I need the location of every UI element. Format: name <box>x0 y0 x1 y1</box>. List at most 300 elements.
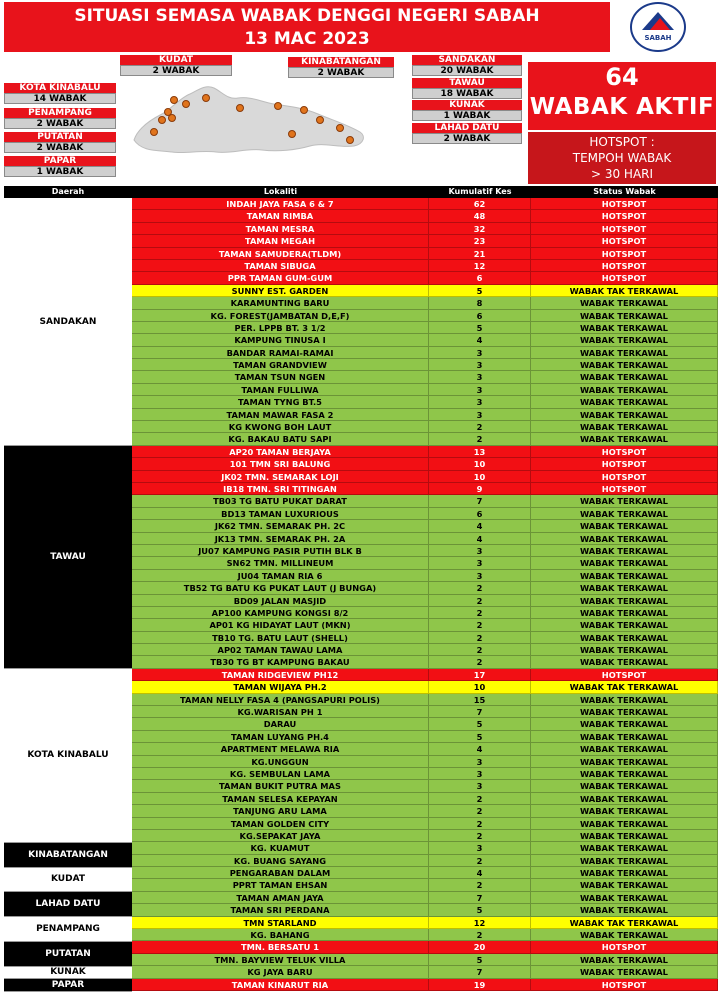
locality-cell: AP02 TAMAN TAWAU LAMA <box>132 644 429 656</box>
status-cell: HOTSPOT <box>531 979 718 991</box>
table-row <box>132 793 718 805</box>
case-count-cell: 3 <box>429 347 531 359</box>
case-count-cell: 15 <box>429 694 531 706</box>
outbreak-marker <box>317 117 324 124</box>
table-row <box>132 272 718 284</box>
locality-cell: TAMAN SELESA KEPAYAN <box>132 793 429 805</box>
district-cell: KUDAT <box>4 868 132 893</box>
outbreak-marker <box>347 137 354 144</box>
status-cell: WABAK TERKAWAL <box>531 619 718 631</box>
flame-icon <box>650 18 670 30</box>
table-row <box>132 656 718 668</box>
district-cell: PUTATAN <box>4 942 132 967</box>
locality-cell: TB10 TG. BATU LAUT (SHELL) <box>132 632 429 644</box>
status-cell: WABAK TERKAWAL <box>531 595 718 607</box>
table-row <box>132 570 718 582</box>
status-cell: WABAK TERKAWAL <box>531 780 718 792</box>
case-count-cell: 2 <box>429 595 531 607</box>
outbreak-marker <box>203 95 210 102</box>
case-count-cell: 62 <box>429 198 531 210</box>
status-cell: WABAK TERKAWAL <box>531 830 718 842</box>
status-cell: WABAK TERKAWAL <box>531 495 718 507</box>
table-row <box>132 495 718 507</box>
case-count-cell: 10 <box>429 458 531 470</box>
table-row <box>132 966 718 978</box>
title-date: 13 MAC 2023 <box>244 29 370 49</box>
locality-cell: TAMAN SIBUGA <box>132 260 429 272</box>
label-name: PAPAR <box>4 156 116 166</box>
status-cell: WABAK TERKAWAL <box>531 310 718 322</box>
locality-cell: TANJUNG ARU LAMA <box>132 805 429 817</box>
district-cell: TAWAU <box>4 446 132 669</box>
case-count-cell: 3 <box>429 570 531 582</box>
table-row <box>132 879 718 891</box>
label-kota-kinabalu <box>4 83 116 105</box>
locality-cell: KG. KUAMUT <box>132 842 429 854</box>
locality-cell: KG.WARISAN PH 1 <box>132 706 429 718</box>
label-putatan <box>4 132 116 154</box>
district-cell: PAPAR <box>4 979 132 991</box>
table-row <box>132 743 718 755</box>
label-lahad-datu <box>412 123 522 145</box>
table-row <box>132 235 718 247</box>
case-count-cell: 2 <box>429 632 531 644</box>
label-value: 2 WABAK <box>120 65 232 76</box>
table-row <box>132 805 718 817</box>
locality-cell: TAMAN FULLIWA <box>132 384 429 396</box>
case-count-cell: 5 <box>429 731 531 743</box>
status-cell: HOTSPOT <box>531 235 718 247</box>
case-count-cell: 3 <box>429 780 531 792</box>
status-cell: WABAK TERKAWAL <box>531 371 718 383</box>
case-count-cell: 6 <box>429 508 531 520</box>
locality-cell: TAMAN KINARUT RIA <box>132 979 429 991</box>
status-cell: HOTSPOT <box>531 248 718 260</box>
label-name: PENAMPANG <box>4 108 116 118</box>
outbreak-marker <box>169 115 176 122</box>
case-count-cell: 2 <box>429 793 531 805</box>
table-row <box>132 508 718 520</box>
hotspot-legend <box>528 132 716 184</box>
case-count-cell: 21 <box>429 248 531 260</box>
label-penampang <box>4 108 116 130</box>
table-row <box>132 929 718 941</box>
label-papar <box>4 156 116 178</box>
locality-cell: TAMAN LUYANG PH.4 <box>132 731 429 743</box>
table-row <box>132 260 718 272</box>
case-count-cell: 3 <box>429 545 531 557</box>
table-row <box>132 892 718 904</box>
table-row <box>132 347 718 359</box>
table-row <box>132 818 718 830</box>
status-cell: HOTSPOT <box>531 458 718 470</box>
locality-cell: KG. FOREST(JAMBATAN D,E,F) <box>132 310 429 322</box>
outbreak-marker <box>275 103 282 110</box>
case-count-cell: 10 <box>429 471 531 483</box>
active-outbreak-label: WABAK AKTIF <box>529 94 715 120</box>
table-row <box>132 223 718 235</box>
table-row <box>132 842 718 854</box>
table-row <box>132 694 718 706</box>
table-row <box>132 681 718 693</box>
label-tawau <box>412 78 522 100</box>
header <box>0 0 720 186</box>
locality-cell: KARAMUNTING BARU <box>132 297 429 309</box>
locality-cell: AP100 KAMPUNG KONGSI 8/2 <box>132 607 429 619</box>
locality-cell: JK62 TMN. SEMARAK PH. 2C <box>132 520 429 532</box>
table-row <box>132 979 718 991</box>
label-value: 2 WABAK <box>288 67 394 78</box>
status-cell: WABAK TERKAWAL <box>531 607 718 619</box>
status-cell: HOTSPOT <box>531 198 718 210</box>
table-row <box>132 545 718 557</box>
locality-cell: TAMAN AMAN JAYA <box>132 892 429 904</box>
locality-cell: TAMAN TYNG BT.5 <box>132 396 429 408</box>
case-count-cell: 3 <box>429 409 531 421</box>
locality-cell: AP01 KG HIDAYAT LAUT (MKN) <box>132 619 429 631</box>
locality-cell: PPRT TAMAN EHSAN <box>132 879 429 891</box>
status-cell: WABAK TERKAWAL <box>531 347 718 359</box>
hotspot-legend-line: > 30 HARI <box>590 167 654 181</box>
case-count-cell: 3 <box>429 359 531 371</box>
table-row <box>132 483 718 495</box>
locality-cell: JK13 TMN. SEMARAK PH. 2A <box>132 533 429 545</box>
locality-cell: KG. SEMBULAN LAMA <box>132 768 429 780</box>
case-count-cell: 3 <box>429 842 531 854</box>
table-row <box>132 471 718 483</box>
case-count-cell: 4 <box>429 520 531 532</box>
sabah-logo <box>630 2 686 52</box>
locality-cell: PENGARABAN DALAM <box>132 867 429 879</box>
header-lokaliti: Lokaliti <box>263 187 298 196</box>
case-count-cell: 2 <box>429 582 531 594</box>
status-cell: WABAK TERKAWAL <box>531 706 718 718</box>
case-count-cell: 5 <box>429 718 531 730</box>
locality-cell: TAMAN SAMUDERA(TLDM) <box>132 248 429 260</box>
label-name: PUTATAN <box>4 132 116 142</box>
table-row <box>132 582 718 594</box>
table-row <box>132 941 718 953</box>
label-value: 2 WABAK <box>412 133 522 144</box>
table-row <box>132 310 718 322</box>
table-row <box>132 297 718 309</box>
table-row <box>132 334 718 346</box>
title-line-1: SITUASI SEMASA WABAK DENGGI NEGERI SABAH <box>74 6 540 26</box>
label-value: 2 WABAK <box>4 118 116 129</box>
case-count-cell: 4 <box>429 533 531 545</box>
case-count-cell: 2 <box>429 421 531 433</box>
locality-cell: SUNNY EST. GARDEN <box>132 285 429 297</box>
locality-cell: KG.UNGGUN <box>132 756 429 768</box>
locality-cell: TAMAN RIMBA <box>132 210 429 222</box>
status-cell: WABAK TERKAWAL <box>531 632 718 644</box>
case-count-cell: 3 <box>429 396 531 408</box>
case-count-cell: 3 <box>429 384 531 396</box>
case-count-cell: 5 <box>429 904 531 916</box>
locality-cell: PER. LPPB BT. 3 1/2 <box>132 322 429 334</box>
locality-cell: JU04 TAMAN RIA 6 <box>132 570 429 582</box>
status-cell: WABAK TERKAWAL <box>531 557 718 569</box>
locality-cell: BD13 TAMAN LUXURIOUS <box>132 508 429 520</box>
status-cell: HOTSPOT <box>531 446 718 458</box>
case-count-cell: 6 <box>429 310 531 322</box>
label-name: KUDAT <box>120 55 232 65</box>
locality-cell: KG. BAKAU BATU SAPI <box>132 433 429 445</box>
label-value: 1 WABAK <box>412 110 522 121</box>
table-row <box>132 619 718 631</box>
district-cell: SANDAKAN <box>4 198 132 446</box>
status-cell: WABAK TERKAWAL <box>531 656 718 668</box>
table-row <box>132 718 718 730</box>
locality-cell: TAMAN GOLDEN CITY <box>132 818 429 830</box>
label-kudat <box>120 55 232 77</box>
locality-cell: DARAU <box>132 718 429 730</box>
label-sandakan <box>412 55 522 77</box>
locality-cell: TB52 TG BATU KG PUKAT LAUT (J BUNGA) <box>132 582 429 594</box>
case-count-cell: 2 <box>429 656 531 668</box>
table-row <box>132 830 718 842</box>
status-cell: WABAK TERKAWAL <box>531 334 718 346</box>
table-row <box>132 954 718 966</box>
outbreak-marker <box>237 105 244 112</box>
status-cell: WABAK TAK TERKAWAL <box>531 285 718 297</box>
status-cell: WABAK TERKAWAL <box>531 818 718 830</box>
table-row <box>132 322 718 334</box>
locality-cell: TMN. BAYVIEW TELUK VILLA <box>132 954 429 966</box>
district-cell: KINABATANGAN <box>4 843 132 868</box>
case-count-cell: 2 <box>429 619 531 631</box>
status-cell: HOTSPOT <box>531 210 718 222</box>
table-row <box>132 248 718 260</box>
label-name: SANDAKAN <box>412 55 522 65</box>
outbreak-marker <box>159 117 166 124</box>
table-row <box>132 421 718 433</box>
locality-cell: TAMAN SRI PERDANA <box>132 904 429 916</box>
outbreak-marker <box>151 129 158 136</box>
outbreak-marker <box>183 101 190 108</box>
locality-cell: TAMAN WIJAYA PH.2 <box>132 681 429 693</box>
locality-cell: TMN. BERSATU 1 <box>132 941 429 953</box>
table-row <box>132 669 718 681</box>
status-cell: WABAK TERKAWAL <box>531 396 718 408</box>
case-count-cell: 2 <box>429 644 531 656</box>
status-cell: WABAK TERKAWAL <box>531 359 718 371</box>
status-cell: WABAK TAK TERKAWAL <box>531 917 718 929</box>
table-row <box>132 371 718 383</box>
case-count-cell: 13 <box>429 446 531 458</box>
locality-cell: BD09 JALAN MASJID <box>132 595 429 607</box>
locality-cell: TAMAN GRANDVIEW <box>132 359 429 371</box>
status-cell: WABAK TERKAWAL <box>531 892 718 904</box>
status-cell: WABAK TERKAWAL <box>531 694 718 706</box>
sabah-map <box>128 80 372 160</box>
case-count-cell: 2 <box>429 433 531 445</box>
case-count-cell: 8 <box>429 297 531 309</box>
header-daerah: Daerah <box>51 187 85 196</box>
locality-cell: KG KWONG BOH LAUT <box>132 421 429 433</box>
label-name: KUNAK <box>412 100 522 110</box>
outbreak-marker <box>289 131 296 138</box>
locality-cell: TAMAN NELLY FASA 4 (PANGSAPURI POLIS) <box>132 694 429 706</box>
locality-cell: AP20 TAMAN BERJAYA <box>132 446 429 458</box>
status-cell: HOTSPOT <box>531 669 718 681</box>
case-count-cell: 10 <box>429 681 531 693</box>
status-cell: HOTSPOT <box>531 483 718 495</box>
district-cell: LAHAD DATU <box>4 892 132 917</box>
case-count-cell: 5 <box>429 322 531 334</box>
case-count-cell: 32 <box>429 223 531 235</box>
status-cell: WABAK TERKAWAL <box>531 756 718 768</box>
status-cell: HOTSPOT <box>531 260 718 272</box>
table-row <box>132 359 718 371</box>
status-cell: WABAK TERKAWAL <box>531 842 718 854</box>
locality-cell: TAMAN BUKIT PUTRA MAS <box>132 780 429 792</box>
case-count-cell: 19 <box>429 979 531 991</box>
status-cell: WABAK TERKAWAL <box>531 508 718 520</box>
status-cell: WABAK TERKAWAL <box>531 421 718 433</box>
title-banner <box>4 2 610 52</box>
locality-cell: TAMAN MAWAR FASA 2 <box>132 409 429 421</box>
table-row <box>132 917 718 929</box>
locality-cell: KG. BAHANG <box>132 929 429 941</box>
locality-cell: SN62 TMN. MILLINEUM <box>132 557 429 569</box>
label-value: 2 WABAK <box>4 142 116 153</box>
locality-cell: PPR TAMAN GUM-GUM <box>132 272 429 284</box>
status-cell: WABAK TERKAWAL <box>531 718 718 730</box>
table-row <box>132 867 718 879</box>
status-cell: WABAK TERKAWAL <box>531 533 718 545</box>
logo-text: SABAH <box>644 34 672 42</box>
locality-cell: TAMAN MESRA <box>132 223 429 235</box>
locality-cell: INDAH JAYA FASA 6 & 7 <box>132 198 429 210</box>
status-cell: WABAK TERKAWAL <box>531 855 718 867</box>
locality-cell: KG JAYA BARU <box>132 966 429 978</box>
status-cell: WABAK TERKAWAL <box>531 520 718 532</box>
status-cell: WABAK TERKAWAL <box>531 409 718 421</box>
locality-cell: JU07 KAMPUNG PASIR PUTIH BLK B <box>132 545 429 557</box>
status-cell: WABAK TERKAWAL <box>531 322 718 334</box>
locality-cell: IB18 TMN. SRI TITINGAN <box>132 483 429 495</box>
status-cell: WABAK TAK TERKAWAL <box>531 681 718 693</box>
active-outbreak-count: 64 <box>605 63 639 91</box>
case-count-cell: 17 <box>429 669 531 681</box>
case-count-cell: 9 <box>429 483 531 495</box>
status-cell: WABAK TERKAWAL <box>531 879 718 891</box>
case-count-cell: 2 <box>429 830 531 842</box>
outbreak-marker <box>337 125 344 132</box>
locality-cell: BANDAR RAMAI-RAMAI <box>132 347 429 359</box>
case-count-cell: 3 <box>429 768 531 780</box>
case-count-cell: 12 <box>429 260 531 272</box>
status-cell: WABAK TERKAWAL <box>531 433 718 445</box>
table-row <box>132 533 718 545</box>
table-row <box>132 780 718 792</box>
status-cell: WABAK TERKAWAL <box>531 929 718 941</box>
case-count-cell: 3 <box>429 371 531 383</box>
locality-cell: TAMAN RIDGEVIEW PH12 <box>132 669 429 681</box>
status-cell: WABAK TERKAWAL <box>531 966 718 978</box>
case-count-cell: 5 <box>429 954 531 966</box>
status-cell: HOTSPOT <box>531 223 718 235</box>
table-row <box>132 731 718 743</box>
table-row <box>132 458 718 470</box>
status-cell: HOTSPOT <box>531 941 718 953</box>
label-value: 1 WABAK <box>4 166 116 177</box>
district-cell: KUNAK <box>4 967 132 979</box>
locality-cell: KAMPUNG TINUSA I <box>132 334 429 346</box>
outbreak-marker <box>301 107 308 114</box>
locality-cell: APARTMENT MELAWA RIA <box>132 743 429 755</box>
status-cell: WABAK TERKAWAL <box>531 644 718 656</box>
status-cell: HOTSPOT <box>531 471 718 483</box>
outbreak-table <box>132 198 718 991</box>
case-count-cell: 2 <box>429 805 531 817</box>
case-count-cell: 4 <box>429 334 531 346</box>
status-cell: WABAK TERKAWAL <box>531 867 718 879</box>
case-count-cell: 7 <box>429 892 531 904</box>
status-cell: WABAK TERKAWAL <box>531 793 718 805</box>
locality-cell: JK02 TMN. SEMARAK LOJI <box>132 471 429 483</box>
case-count-cell: 48 <box>429 210 531 222</box>
label-kinabatangan <box>288 57 394 79</box>
table-row <box>132 706 718 718</box>
table-header <box>4 186 718 198</box>
label-name: KINABATANGAN <box>288 57 394 67</box>
table-row <box>132 768 718 780</box>
status-cell: WABAK TERKAWAL <box>531 384 718 396</box>
case-count-cell: 2 <box>429 818 531 830</box>
status-cell: WABAK TERKAWAL <box>531 297 718 309</box>
locality-cell: 101 TMN SRI BALUNG <box>132 458 429 470</box>
table-row <box>132 557 718 569</box>
locality-cell: KG.SEPAKAT JAYA <box>132 830 429 842</box>
header-status-wabak: Status Wabak <box>593 187 656 196</box>
table-row <box>132 607 718 619</box>
label-value: 18 WABAK <box>412 88 522 99</box>
case-count-cell: 7 <box>429 495 531 507</box>
table-row <box>132 384 718 396</box>
hotspot-legend-line: TEMPOH WABAK <box>572 151 672 165</box>
status-cell: WABAK TERKAWAL <box>531 768 718 780</box>
status-cell: WABAK TERKAWAL <box>531 582 718 594</box>
status-cell: WABAK TERKAWAL <box>531 904 718 916</box>
label-name: TAWAU <box>412 78 522 88</box>
district-cell: PENAMPANG <box>4 917 132 942</box>
hotspot-legend-line: HOTSPOT : <box>589 135 655 149</box>
table-row <box>132 285 718 297</box>
label-value: 20 WABAK <box>412 65 522 76</box>
table-row <box>132 433 718 445</box>
table-row <box>132 595 718 607</box>
case-count-cell: 2 <box>429 607 531 619</box>
case-count-cell: 23 <box>429 235 531 247</box>
table-row <box>132 756 718 768</box>
table-row <box>132 446 718 458</box>
status-cell: WABAK TERKAWAL <box>531 954 718 966</box>
case-count-cell: 7 <box>429 966 531 978</box>
case-count-cell: 3 <box>429 756 531 768</box>
header-kumulatif-kes: Kumulatif Kes <box>448 187 512 196</box>
locality-cell: KG. BUANG SAYANG <box>132 855 429 867</box>
label-name: LAHAD DATU <box>412 123 522 133</box>
table-row <box>132 210 718 222</box>
locality-cell: TAMAN MEGAH <box>132 235 429 247</box>
case-count-cell: 3 <box>429 557 531 569</box>
table-row <box>132 198 718 210</box>
case-count-cell: 5 <box>429 285 531 297</box>
locality-cell: TAMAN TSUN NGEN <box>132 371 429 383</box>
status-cell: WABAK TERKAWAL <box>531 743 718 755</box>
